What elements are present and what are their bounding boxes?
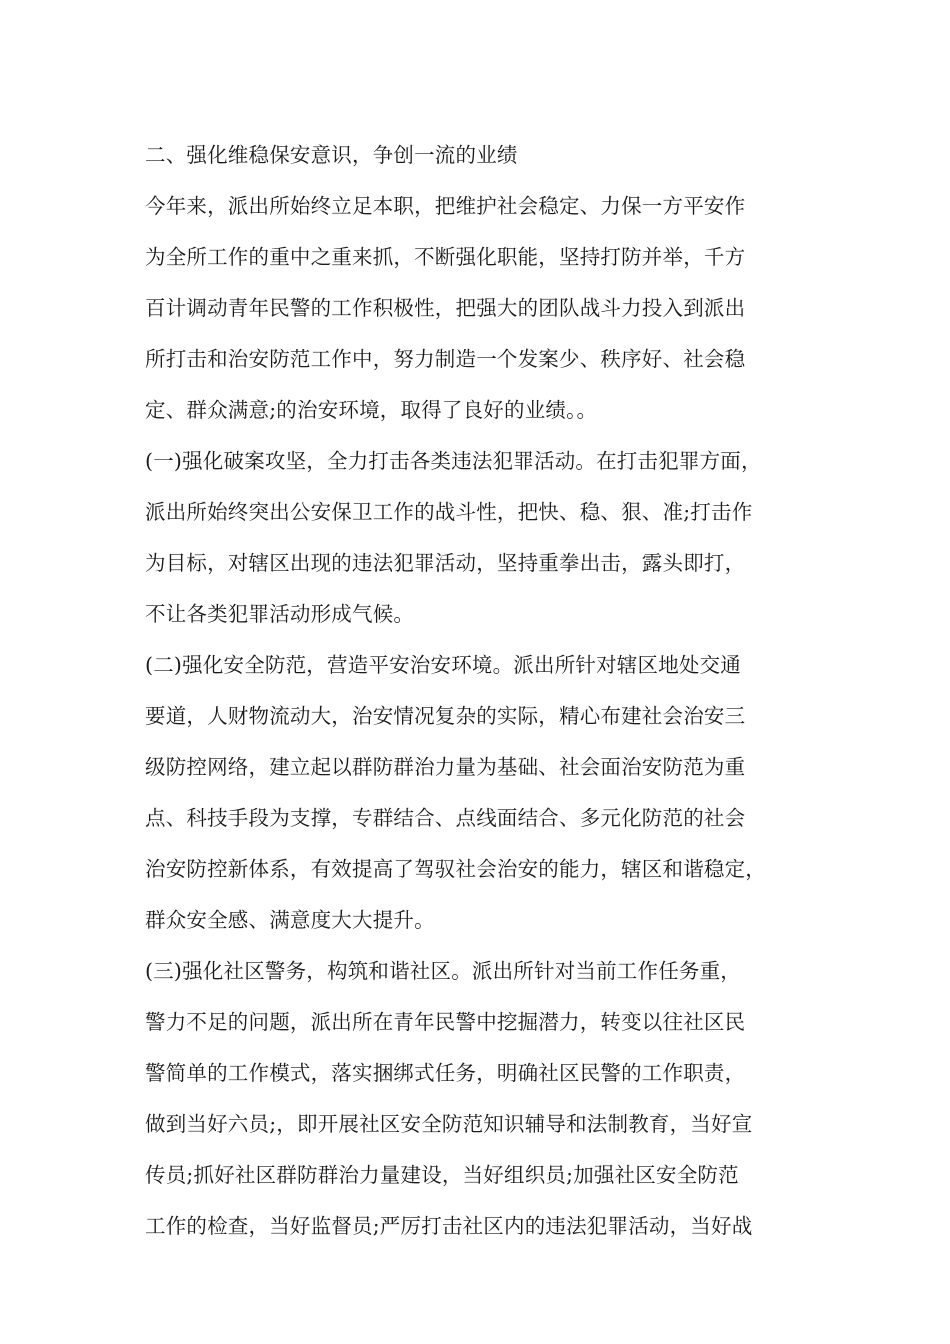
text-line: (二)强化安全防范，营造平安治安环境。派出所针对辖区地处交通	[145, 653, 741, 677]
text-line: 百计调动青年民警的工作积极性，把强大的团队战斗力投入到派出	[145, 296, 746, 320]
text-line: 传员;抓好社区群防群治力量建设，当好组织员;加强社区安全防范	[145, 1163, 739, 1187]
text-line: 所打击和治安防范工作中，努力制造一个发案少、秩序好、社会稳	[145, 347, 746, 371]
section-heading: 二、强化维稳保安意识，争创一流的业绩	[145, 143, 518, 167]
text-line: (一)强化破案攻坚，全力打击各类违法犯罪活动。在打击犯罪方面，	[145, 449, 762, 473]
text-line: 为全所工作的重中之重来抓，不断强化职能，坚持打防并举，千方	[145, 245, 746, 269]
text-line: 治安防控新体系，有效提高了驾驭社会治安的能力，辖区和谐稳定，	[145, 857, 766, 881]
document-body	[145, 130, 845, 1252]
text-line: 工作的检查，当好监督员;严厉打击社区内的违法犯罪活动，当好战	[145, 1214, 753, 1238]
text-line: 级防控网络，建立起以群防群治力量为基础、社会面治安防范为重	[145, 755, 746, 779]
text-line: 要道，人财物流动大，治安情况复杂的实际，精心布建社会治安三	[145, 704, 746, 728]
text-line: 点、科技手段为支撑，专群结合、点线面结合、多元化防范的社会	[145, 806, 746, 830]
text-line: 警简单的工作模式，落实捆绑式任务，明确社区民警的工作职责，	[145, 1061, 746, 1085]
text-line: 派出所始终突出公安保卫工作的战斗性，把快、稳、狠、准;打击作	[145, 500, 753, 524]
text-line: 今年来，派出所始终立足本职，把维护社会稳定、力保一方平安作	[145, 194, 746, 218]
text-line: 为目标，对辖区出现的违法犯罪活动，坚持重拳出击，露头即打，	[145, 551, 746, 575]
text-line: (三)强化社区警务，构筑和谐社区。派出所针对当前工作任务重，	[145, 959, 741, 983]
text-line: 警力不足的问题，派出所在青年民警中挖掘潜力，转变以往社区民	[145, 1010, 746, 1034]
text-line: 不让各类犯罪活动形成气候。	[145, 602, 415, 626]
text-line: 定、群众满意;的治安环境，取得了良好的业绩。。	[145, 398, 598, 422]
text-line: 群众安全感、满意度大大提升。	[145, 908, 435, 932]
text-line: 做到当好六员;，即开展社区安全防范知识辅导和法制教育，当好宣	[145, 1112, 753, 1136]
